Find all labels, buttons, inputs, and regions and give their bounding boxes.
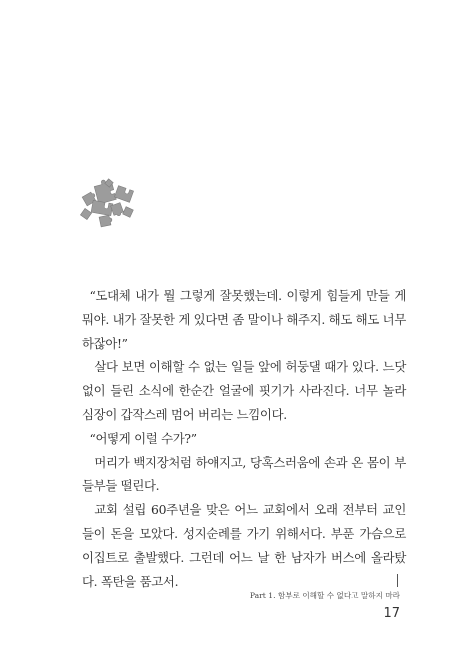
footer-divider	[397, 574, 398, 587]
paragraph: “어떻게 이럴 수가?”	[89, 430, 197, 446]
body-text	[82, 284, 406, 593]
running-title: Part 1. 함부로 이해할 수 없다고 말하지 마라	[249, 591, 400, 600]
paragraph: 교회 설립 60주년을 맞은 어느 교회에서 오래 전부터 교인들이 돈을 모았다. 성지순례를 가기 위해서다. 부푼 가슴으로 이집트로 출발했다. 그런데 어느 날 한 남자가 버스에 올라탔다. 폭탄을 품고서.	[82, 502, 406, 589]
paragraph: 살다 보면 이해할 수 없는 일들 앞에 허둥댈 때가 있다. 느닷없이 들린 소식에 한순간 얼굴에 핏기가 사라진다. 너무 놀라 심장이 갑작스레 멈어 버리는 느낌이다.	[82, 359, 406, 422]
paragraph: “도대체 내가 뭘 그렇게 잘못했는데. 이렇게 힘들게 만들 게 뭐야. 내가 잘못한 게 있다면 좀 말이나 해주지. 해도 해도 너무 하잖아!”	[82, 288, 406, 351]
page-number: 17	[383, 606, 400, 621]
puzzle-pieces-icon	[78, 178, 138, 228]
paragraph: 머리가 백지장처럼 하얘지고, 당혹스러움에 손과 온 몸이 부들부들 떨린다.	[82, 454, 406, 494]
